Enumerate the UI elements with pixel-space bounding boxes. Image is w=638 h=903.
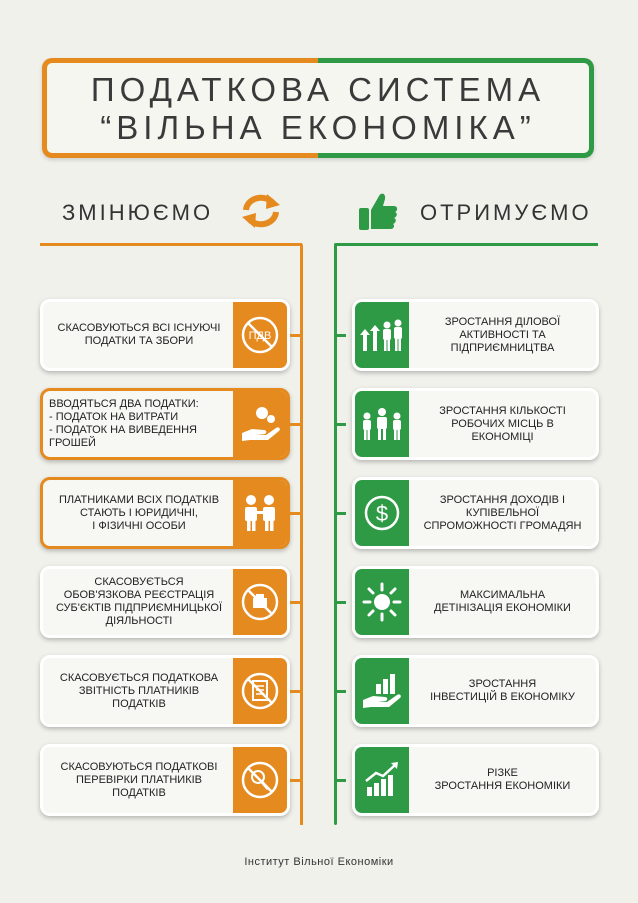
left-card-6 bbox=[40, 744, 290, 816]
right-card-3 bbox=[352, 477, 599, 549]
right-card-text: ЗРОСТАННЯ ДОХОДІВ І КУПІВЕЛЬНОЇ СПРОМОЖНОСТІ ГРОМАДЯН bbox=[423, 493, 582, 532]
left-connector bbox=[290, 334, 300, 337]
no-inspection-icon bbox=[233, 747, 287, 813]
right-connector bbox=[336, 423, 346, 426]
left-connector bbox=[290, 690, 300, 693]
sun-icon bbox=[355, 569, 409, 635]
thumbs-up-icon bbox=[357, 190, 399, 232]
left-card-text: ПЛАТНИКАМИ ВСІХ ПОДАТКІВ СТАЮТЬ І ЮРИДИЧНІ, І ФІЗИЧНІ ОСОБИ bbox=[58, 493, 220, 532]
left-card-4 bbox=[40, 566, 290, 638]
no-report-icon bbox=[233, 658, 287, 724]
left-card-1 bbox=[40, 299, 290, 371]
swap-arrows-icon bbox=[240, 192, 282, 230]
left-card-text: СКАСОВУЮТЬСЯ ВСІ ІСНУЮЧІ ПОДАТКИ ТА ЗБОРИ bbox=[57, 322, 221, 347]
no-registration-icon bbox=[233, 569, 287, 635]
right-connector bbox=[336, 779, 346, 782]
left-connector bbox=[290, 601, 300, 604]
workers-icon bbox=[355, 391, 409, 457]
vat-label: ПДВ bbox=[248, 330, 272, 342]
left-rule bbox=[40, 243, 302, 246]
right-card-5 bbox=[352, 655, 599, 727]
left-card-3 bbox=[40, 477, 290, 549]
left-card-text: СКАСОВУЄТЬСЯ ПОДАТКОВА ЗВІТНІСТЬ ПЛАТНИКІВ ПОДАТКІВ bbox=[59, 671, 219, 710]
title-line-1: ПОДАТКОВА СИСТЕМА bbox=[90, 71, 546, 108]
hand-coins-icon bbox=[233, 391, 287, 457]
right-connector bbox=[336, 601, 346, 604]
left-card-5 bbox=[40, 655, 290, 727]
right-card-4 bbox=[352, 566, 599, 638]
left-connector bbox=[290, 779, 300, 782]
right-card-text: МАКСИМАЛЬНА ДЕТІНІЗАЦІЯ ЕКОНОМІКИ bbox=[434, 589, 571, 614]
right-card-text: ЗРОСТАННЯ КІЛЬКОСТІ РОБОЧИХ МІСЦЬ В ЕКОНОМІЦІ bbox=[439, 404, 566, 443]
right-card-6 bbox=[352, 744, 599, 816]
right-vertical-line bbox=[334, 243, 337, 825]
title-line-2: “ВІЛЬНА ЕКОНОМІКА” bbox=[100, 109, 536, 146]
right-heading: ОТРИМУЄМО bbox=[420, 200, 592, 225]
right-connector bbox=[336, 334, 346, 337]
dollar-icon bbox=[355, 480, 409, 546]
right-card-text: ЗРОСТАННЯ ДІЛОВОЇ АКТИВНОСТІ ТА ПІДПРИЄМНИЦТВА bbox=[444, 315, 561, 354]
right-connector bbox=[336, 690, 346, 693]
left-card-2 bbox=[40, 388, 290, 460]
left-card-text: СКАСОВУЮТЬСЯ ПОДАТКОВІ ПЕРЕВІРКИ ПЛАТНИКІВ ПОДАТКІВ bbox=[60, 760, 218, 799]
hand-chart-icon bbox=[355, 658, 409, 724]
title-box bbox=[42, 58, 594, 158]
no-vat-icon bbox=[233, 302, 287, 368]
left-connector bbox=[290, 512, 300, 515]
right-rule bbox=[336, 243, 598, 246]
right-connector bbox=[336, 512, 346, 515]
right-card-text: ЗРОСТАННЯ ІНВЕСТИЦІЙ В ЕКОНОМІКУ bbox=[430, 678, 575, 703]
left-connector bbox=[290, 423, 300, 426]
right-card-2 bbox=[352, 388, 599, 460]
right-card-text: РІЗКЕ ЗРОСТАННЯ ЕКОНОМІКИ bbox=[434, 767, 571, 792]
two-persons-icon bbox=[233, 480, 287, 546]
right-card-1 bbox=[352, 299, 599, 371]
growth-chart-icon bbox=[355, 747, 409, 813]
left-card-text: ВВОДЯТЬСЯ ДВА ПОДАТКИ: - ПОДАТОК НА ВИТРАТИ - ПОДАТОК НА ВИВЕДЕННЯ ГРОШЕЙ bbox=[49, 398, 199, 449]
left-card-text: СКАСОВУЄТЬСЯ ОБОВ'ЯЗКОВА РЕЄСТРАЦІЯ СУБ'ЄКТІВ ПІДПРИЄМНИЦЬКОЇ ДІЯЛЬНОСТІ bbox=[55, 576, 223, 627]
left-heading: ЗМІНЮЄМО bbox=[62, 200, 214, 225]
dollar-sign: $ bbox=[375, 501, 389, 526]
left-vertical-line bbox=[300, 243, 303, 825]
growing-people-icon bbox=[355, 302, 409, 368]
footer-institute: Інститут Вільної Економіки bbox=[244, 856, 394, 868]
